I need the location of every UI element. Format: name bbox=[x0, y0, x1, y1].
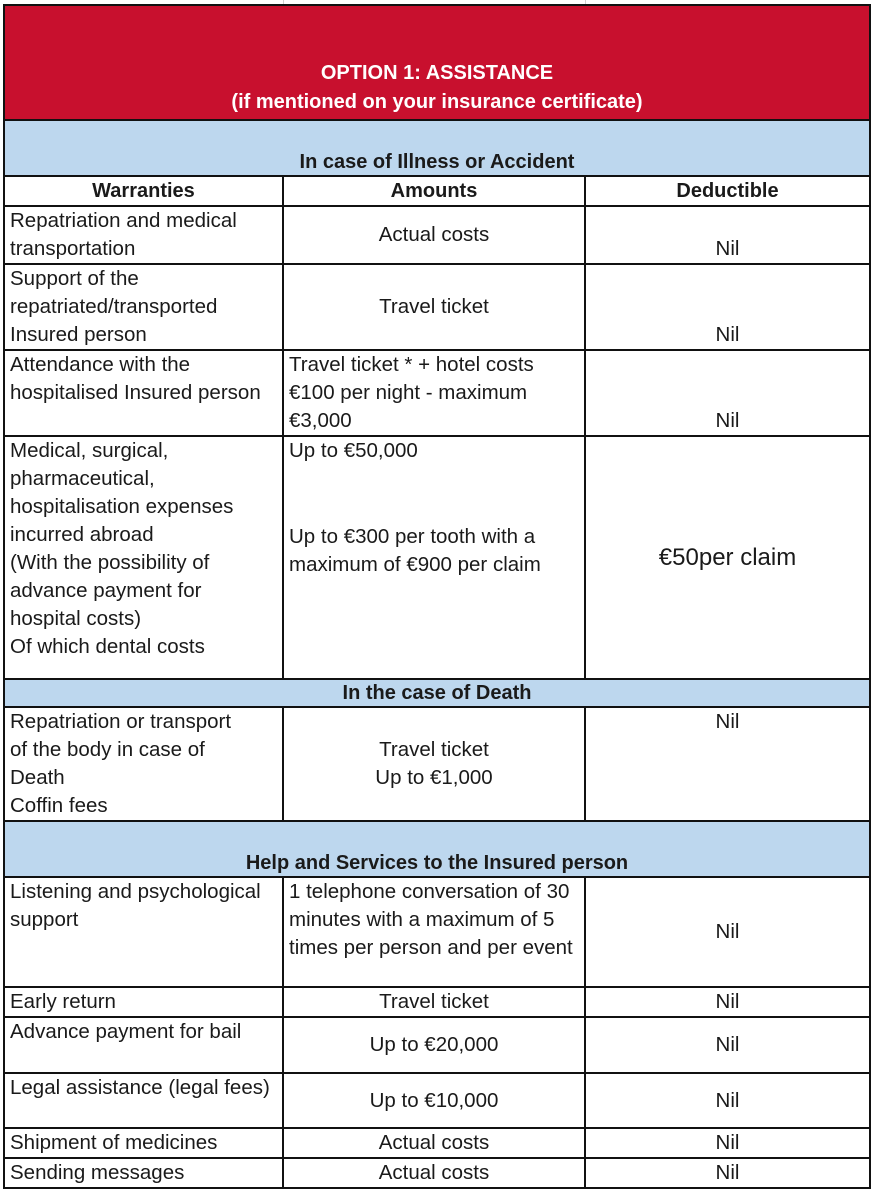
amount-cell: Travel ticket bbox=[283, 264, 585, 350]
deductible-cell: Nil bbox=[585, 707, 870, 821]
amount-cell: Up to €10,000 bbox=[283, 1073, 585, 1128]
warranty-line: of the body in case of bbox=[10, 738, 205, 761]
table-row bbox=[4, 436, 870, 679]
amount-line: Up to €1,000 bbox=[375, 766, 493, 789]
warranty-cell: Listening and psychological support bbox=[4, 877, 283, 987]
table-row bbox=[4, 707, 870, 821]
warranty-cell: Support of the repatriated/transported Insured person bbox=[4, 264, 283, 350]
warranty-cell: Legal assistance (legal fees) bbox=[4, 1073, 283, 1128]
table-row bbox=[4, 877, 870, 987]
deductible-cell: Nil bbox=[585, 264, 870, 350]
table-row bbox=[4, 1017, 870, 1073]
amount-line: Up to €50,000 bbox=[289, 439, 418, 462]
amount-cell: Actual costs bbox=[283, 1158, 585, 1188]
table-row bbox=[4, 350, 870, 436]
warranty-cell bbox=[4, 707, 283, 821]
header-warranties: Warranties bbox=[4, 176, 283, 206]
section-death: In the case of Death bbox=[4, 679, 870, 707]
deductible-cell: €50per claim bbox=[585, 436, 870, 679]
section-help: Help and Services to the Insured person bbox=[4, 821, 870, 877]
section-illness: In case of Illness or Accident bbox=[4, 120, 870, 176]
warranty-line: Death bbox=[10, 766, 65, 789]
table-row bbox=[4, 987, 870, 1017]
amount-cell: 1 telephone conversation of 30 minutes with a maximum of 5 times per person and per event bbox=[283, 877, 585, 987]
banner-title: OPTION 1: ASSISTANCE bbox=[320, 62, 554, 84]
table-row bbox=[4, 206, 870, 264]
warranty-cell: Early return bbox=[4, 987, 283, 1017]
banner-subtitle: (if mentioned on your insurance certificate) bbox=[231, 91, 643, 113]
warranty-line: advance payment for bbox=[10, 579, 202, 602]
amount-line: Up to €300 per tooth with a maximum of €900 per claim bbox=[289, 525, 541, 576]
table-row bbox=[4, 1073, 870, 1128]
table-row bbox=[4, 1128, 870, 1158]
warranty-cell: Attendance with the hospitalised Insured person bbox=[4, 350, 283, 436]
warranty-line: Repatriation or transport bbox=[10, 710, 232, 733]
warranty-cell: Repatriation and medical transportation bbox=[4, 206, 283, 264]
amount-cell bbox=[283, 707, 585, 821]
warranty-cell bbox=[4, 436, 283, 679]
warranty-line: Medical, surgical, bbox=[10, 439, 169, 462]
deductible-cell: Nil bbox=[585, 206, 870, 264]
warranty-cell: Shipment of medicines bbox=[4, 1128, 283, 1158]
deductible-cell: Nil bbox=[585, 987, 870, 1017]
table-row bbox=[4, 264, 870, 350]
amount-line: Travel ticket bbox=[379, 738, 489, 761]
amount-cell: Actual costs bbox=[283, 206, 585, 264]
amount-cell bbox=[283, 436, 585, 679]
warranty-cell: Sending messages bbox=[4, 1158, 283, 1188]
warranty-line: hospitalisation expenses bbox=[10, 495, 234, 518]
warranty-line: (With the possibility of bbox=[10, 551, 210, 574]
warranty-line: Coffin fees bbox=[10, 794, 108, 817]
warranty-line: Of which dental costs bbox=[10, 635, 205, 658]
banner-cell bbox=[4, 5, 870, 120]
warranty-line: pharmaceutical, bbox=[10, 467, 155, 490]
deductible-cell: Nil bbox=[585, 1073, 870, 1128]
warranty-line: incurred abroad bbox=[10, 523, 154, 546]
amount-cell: Travel ticket bbox=[283, 987, 585, 1017]
amount-cell: Travel ticket * + hotel costs €100 per night - maximum €3,000 bbox=[283, 350, 585, 436]
warranty-line: hospital costs) bbox=[10, 607, 142, 630]
deductible-cell: Nil bbox=[585, 1128, 870, 1158]
assistance-table bbox=[3, 4, 871, 1189]
header-deductible: Deductible bbox=[585, 176, 870, 206]
deductible-cell: Nil bbox=[585, 877, 870, 987]
deductible-cell: Nil bbox=[585, 350, 870, 436]
header-amounts: Amounts bbox=[283, 176, 585, 206]
warranty-cell: Advance payment for bail bbox=[4, 1017, 283, 1073]
amount-cell: Up to €20,000 bbox=[283, 1017, 585, 1073]
deductible-cell: Nil bbox=[585, 1158, 870, 1188]
table-row bbox=[4, 1158, 870, 1188]
amount-cell: Actual costs bbox=[283, 1128, 585, 1158]
deductible-cell: Nil bbox=[585, 1017, 870, 1073]
